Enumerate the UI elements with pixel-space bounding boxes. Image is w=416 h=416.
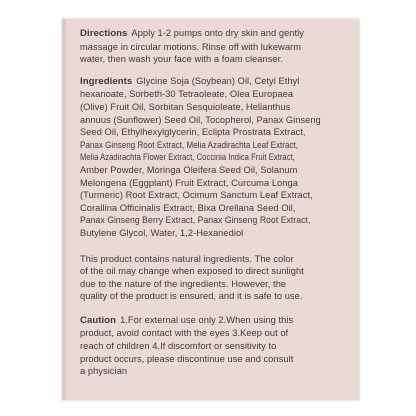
- caution-line: product, avoid contact with the eyes 3.Keep out of: [80, 328, 289, 339]
- caution-line: reach of children 4.If discomfort or sensitivity to: [80, 341, 277, 352]
- ingredients-line: (Turmeric) Root Extract, Ocimum Sanctum Leaf Extract,: [80, 190, 313, 201]
- ingredients-line: Glycine Soja (Soybean) Oil, Cetyl Ethyl: [136, 75, 300, 86]
- ingredients-line: Seed Oil, Ethylhexylglycerin, Eclipta Prostrata Extract,: [80, 127, 306, 138]
- product-label-panel: [62, 19, 359, 400]
- directions-heading: Directions: [80, 28, 128, 39]
- notice-line: due to the nature of the ingredients. However, the: [80, 278, 287, 289]
- ingredients-line: Panax Ginseng Root Extract, Melia Azadirachta Leaf Extract,: [80, 139, 299, 150]
- notice-line: of the oil may change when exposed to direct sunlight: [80, 266, 304, 277]
- directions-line: water, then wash your face with a foam cleanser.: [80, 54, 283, 65]
- directions-section: [80, 27, 351, 66]
- ingredients-line: hexanoate, Sorbeth-30 Tetraoleate, Olea Europaea: [80, 89, 294, 100]
- caution-line: a physician: [80, 366, 128, 377]
- ingredients-line: Amber Powder, Moringa Oleifera Seed Oil, Solanum: [80, 164, 298, 175]
- caution-line: 1.For external use only 2.When using this: [120, 314, 294, 325]
- ingredients-line: annuus (Sunflower) Seed Oil, Tocopherol, Panax Ginseng: [80, 114, 321, 125]
- notice-line: quality of the product is ensured, and it is safe to use.: [80, 291, 303, 302]
- ingredients-line: Corallina Officinalis Extract, Bixa Orellana Seed Oil,: [80, 202, 296, 213]
- caution-section: [80, 314, 351, 378]
- ingredients-line: (Olive) Fruit Oil, Sorbitan Sesquioleate, Helianthus: [80, 101, 291, 112]
- ingredients-line: Melongena (Eggplant) Fruit Extract, Curcuma Longa: [80, 177, 298, 188]
- directions-line: Apply 1-2 pumps onto dry skin and gently: [131, 28, 304, 38]
- ingredients-section: [80, 75, 351, 240]
- caution-heading: Caution: [80, 314, 117, 326]
- ingredients-line: Melia Azadirachta Flower Extract, Coccinia Indica Fruit Extract,: [80, 152, 295, 163]
- notice-section: [80, 253, 351, 303]
- ingredients-line: Panax Ginseng Berry Extract, Panax Ginseng Root Extract,: [80, 215, 311, 226]
- notice-line: This product contains natural ingredients. The color: [80, 253, 294, 264]
- directions-line: massage in circular motions. Rinse off with lukewarm: [80, 41, 301, 52]
- ingredients-line: Butylene Glycol, Water, 1,2-Hexanediol: [80, 227, 244, 238]
- caution-line: product occurs, please discontinue use and consult: [80, 353, 294, 364]
- ingredients-heading: Ingredients: [80, 75, 133, 87]
